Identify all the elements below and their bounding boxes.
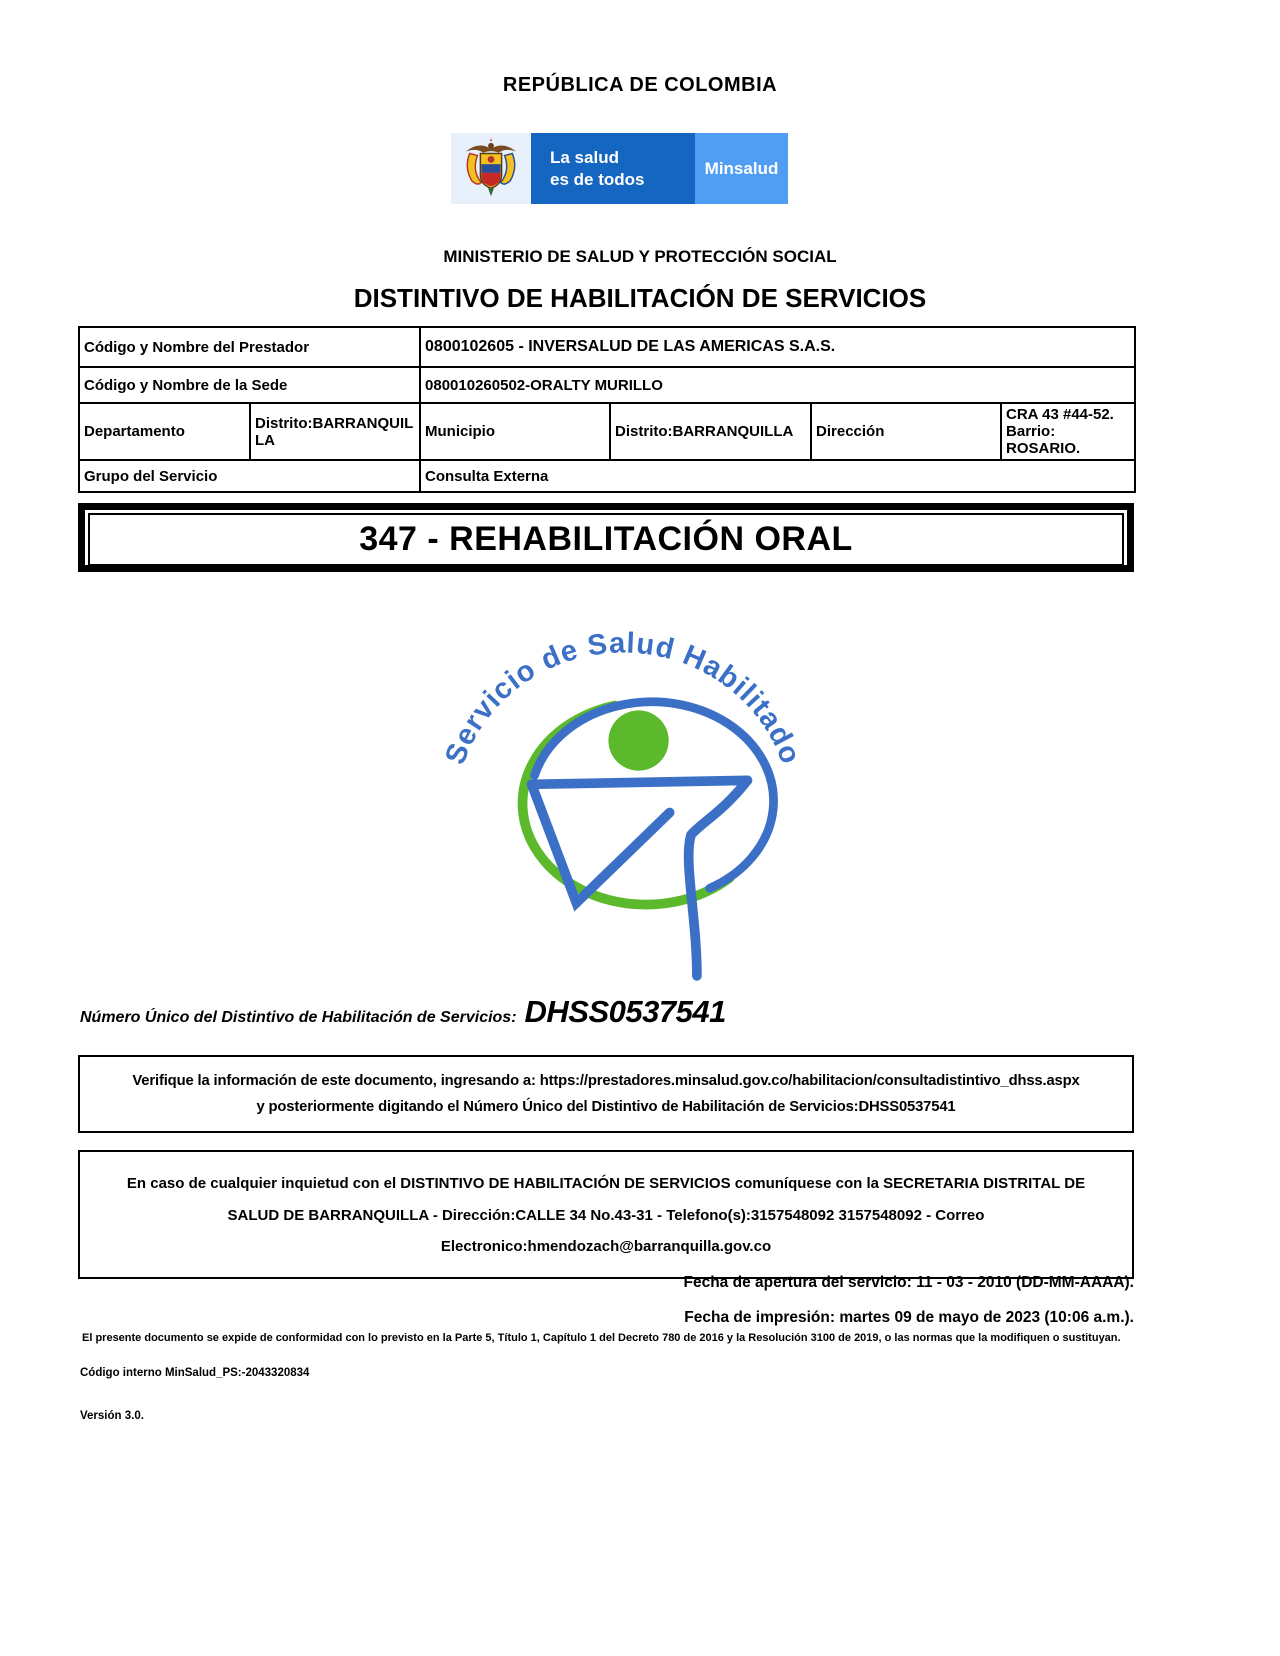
slogan-line1: La salud [550, 148, 619, 168]
print-date: Fecha de impresión: martes 09 de mayo de 2023 (10:06 a.m.). [684, 1309, 1134, 1326]
municipio-value: Distrito:BARRANQUILLA [610, 403, 811, 460]
sede-label: Código y Nombre de la Sede [79, 367, 420, 403]
slogan-box [531, 133, 695, 204]
contact-line2: SALUD DE BARRANQUILLA - Dirección:CALLE 34 No.43-31 - Telefono(s):3157548092 3157548092 - Correo [227, 1206, 985, 1224]
contact-line3: Electronico:hmendozach@barranquilla.gov.co [440, 1238, 772, 1255]
seal-arc-text: Servicio de Salud Habilitado [439, 627, 807, 769]
figure-head [608, 710, 668, 770]
municipio-label: Municipio [420, 403, 610, 460]
verification-box [78, 1055, 1134, 1133]
internal-code: Código interno MinSalud_PS:-2043320834 [80, 1367, 310, 1379]
direccion-label: Dirección [811, 403, 1001, 460]
prestador-label: Código y Nombre del Prestador [79, 327, 420, 367]
service-banner-title: 347 - REHABILITACIÓN ORAL [88, 513, 1124, 566]
sede-value: 080010260502-ORALTY MURILLO [420, 367, 1135, 403]
servicio-salud-habilitado-logo [439, 604, 807, 986]
direccion-value: CRA 43 #44-52. Barrio: ROSARIO. [1001, 403, 1135, 460]
departamento-label: Departamento [79, 403, 250, 460]
grupo-value: Consulta Externa [420, 460, 1135, 492]
grupo-label: Grupo del Servicio [79, 460, 420, 492]
dhss-number: DHSS0537541 [524, 994, 726, 1029]
dhss-label: Número Único del Distintivo de Habilitación de Servicios: [80, 1009, 517, 1026]
slogan-line2: es de todos [550, 169, 645, 189]
document-title: DISTINTIVO DE HABILITACIÓN DE SERVICIOS [353, 283, 927, 313]
table-row [79, 327, 1135, 367]
prestador-value: 0800102605 - INVERSALUD DE LAS AMERICAS S.A.S. [420, 327, 1135, 367]
minsalud-brand: Minsalud [695, 133, 788, 204]
coat-of-arms-box [451, 133, 531, 204]
republic-title: REPÚBLICA DE COLOMBIA [502, 74, 778, 96]
table-row [79, 460, 1135, 492]
ministry-title: MINISTERIO DE SALUD Y PROTECCIÓN SOCIAL [443, 247, 837, 266]
departamento-value: Distrito:BARRANQUILLA [250, 403, 420, 460]
contact-line1: En caso de cualquier inquietud con el DISTINTIVO DE HABILITACIÓN DE SERVICIOS comuníquese con la SECRETARIA DISTRITAL DE [126, 1175, 1086, 1192]
minsalud-banner [451, 133, 788, 204]
habilitado-seal [439, 604, 807, 986]
verification-line1: Verifique la información de este documento, ingresando a: https://prestadores.minsalud.gov.co/habilitacion/consultadistintivo_dhss.aspx [132, 1073, 1080, 1089]
colombia-coat-of-arms-icon [462, 138, 520, 200]
dhss-number-line [80, 994, 1180, 1030]
verification-line2: y posteriormente digitando el Número Único del Distintivo de Habilitación de Servicios:DHSS0537541 [256, 1098, 956, 1115]
contact-box [78, 1150, 1134, 1279]
table-row [79, 403, 1135, 460]
service-banner-box [78, 503, 1134, 572]
opening-date: Fecha de apertura del servicio: 11 - 03 - 2010 (DD-MM-AAAA). [683, 1274, 1134, 1291]
table-row [79, 367, 1135, 403]
legal-note: El presente documento se expide de conformidad con lo previsto en la Parte 5, Título 1, Capítulo 1 del Decreto 780 de 2016 y la Resolución 3100 de 2019, o las normas que la modifiquen o sustituyan. [82, 1332, 1121, 1344]
version-label: Versión 3.0. [80, 1410, 144, 1422]
provider-info-table [78, 326, 1136, 493]
